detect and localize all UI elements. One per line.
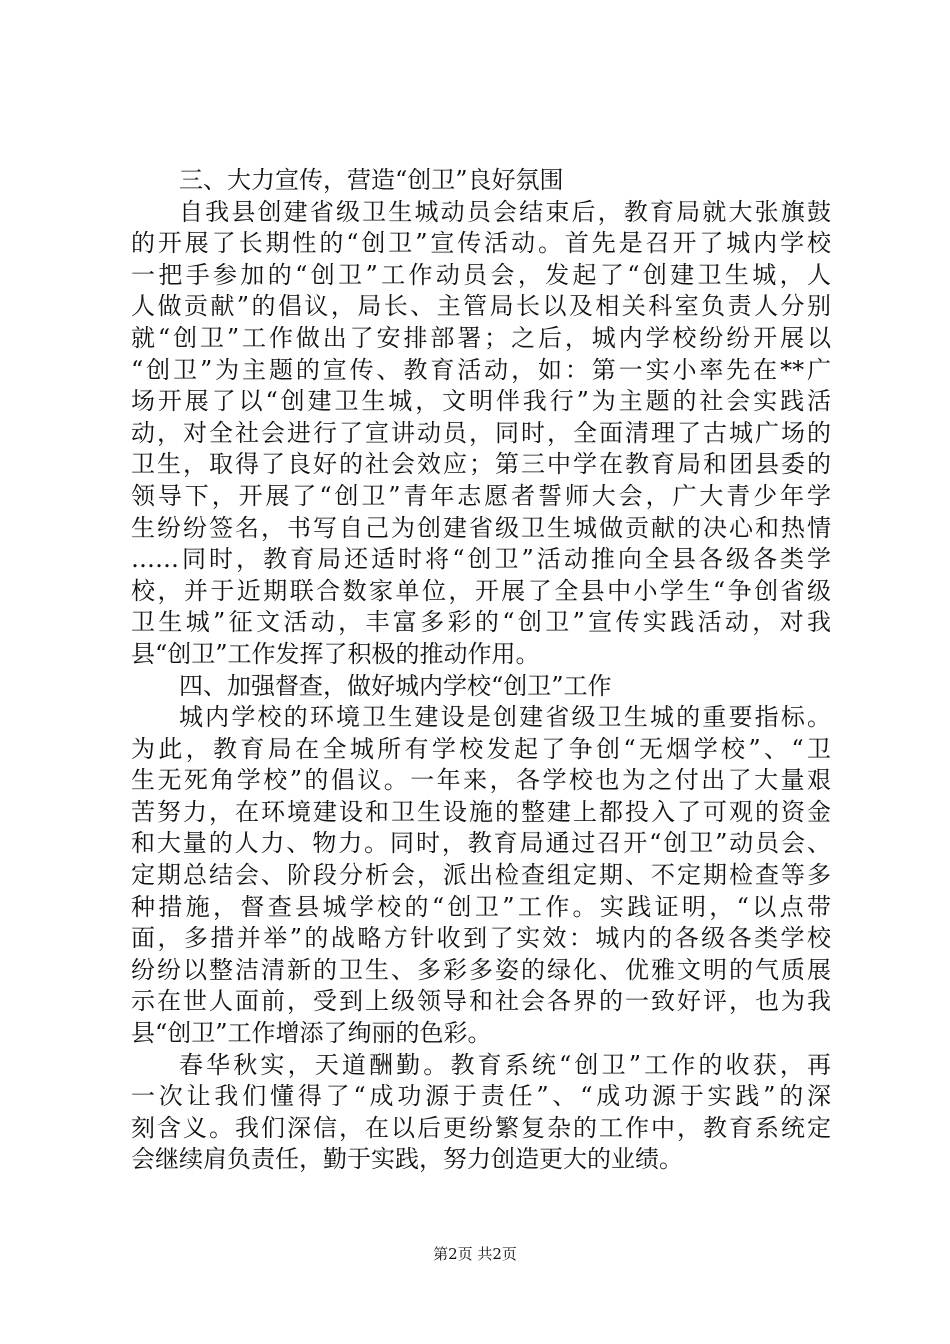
- paragraph-line: 动，对全社会进行了宣讲动员，同时，全面清理了古城广场的: [131, 418, 831, 447]
- paragraph-line: 卫生城”征文活动，丰富多彩的“创卫”宣传实践活动，对我: [131, 608, 831, 637]
- paragraph-line: 卫生，取得了良好的社会效应；第三中学在教育局和团县委的: [131, 450, 831, 479]
- paragraph-line: 示在世人面前，受到上级领导和社会各界的一致好评，也为我: [131, 987, 831, 1016]
- paragraph-line: 自我县创建省级卫生城动员会结束后，教育局就大张旗鼓: [179, 197, 831, 226]
- paragraph-line: 的开展了长期性的“创卫”宣传活动。首先是召开了城内学校: [131, 229, 831, 258]
- paragraph-line: 县“创卫”工作发挥了积极的推动作用。: [131, 639, 540, 668]
- paragraph-line: 刻含义。我们深信，在以后更纷繁复杂的工作中，教育系统定: [131, 1113, 831, 1142]
- paragraph-line: 面，多措并举”的战略方针收到了实效：城内的各级各类学校: [131, 924, 831, 953]
- paragraph-line: 领导下，开展了“创卫”青年志愿者誓师大会，广大青少年学: [131, 481, 831, 510]
- paragraph-line: 会继续肩负责任，勤于实践，努力创造更大的业绩。: [131, 1145, 683, 1174]
- paragraph-line: 种措施，督查县城学校的“创卫”工作。实践证明，“以点带: [131, 892, 831, 921]
- paragraph-line: 校，并于近期联合数家单位，开展了全县中小学生“争创省级: [131, 576, 831, 605]
- paragraph-line: 就“创卫”工作做出了安排部署；之后，城内学校纷纷开展以: [131, 323, 831, 352]
- section-heading-4: 四、加强督查，做好城内学校“创卫”工作: [179, 671, 612, 700]
- paragraph-line: 春华秋实，天道酬勤。教育系统“创卫”工作的收获，再: [179, 1050, 831, 1079]
- paragraph-line: “创卫”为主题的宣传、教育活动，如：第一实小率先在**广: [131, 355, 831, 384]
- paragraph-line: ……同时，教育局还适时将“创卫”活动推向全县各级各类学: [131, 545, 831, 574]
- page-number-footer: 第2页 共2页: [433, 1245, 517, 1263]
- paragraph-line: 城内学校的环境卫生建设是创建省级卫生城的重要指标。: [179, 703, 831, 732]
- paragraph-line: 县“创卫”工作增添了绚丽的色彩。: [131, 1019, 492, 1048]
- paragraph-line: 生纷纷签名，书写自己为创建省级卫生城做贡献的决心和热情: [131, 513, 831, 542]
- paragraph-line: 人做贡献”的倡议，局长、主管局长以及相关科室负责人分别: [131, 292, 831, 321]
- paragraph-line: 为此，教育局在全城所有学校发起了争创“无烟学校”、“卫: [131, 734, 831, 763]
- paragraph-line: 一次让我们懂得了“成功源于责任”、“成功源于实践”的深: [131, 1082, 831, 1111]
- paragraph-line: 生无死角学校”的倡议。一年来，各学校也为之付出了大量艰: [131, 766, 831, 795]
- paragraph-line: 纷纷以整洁清新的卫生、多彩多姿的绿化、优雅文明的气质展: [131, 955, 831, 984]
- paragraph-line: 定期总结会、阶段分析会，派出检查组定期、不定期检查等多: [131, 861, 831, 890]
- paragraph-line: 和大量的人力、物力。同时，教育局通过召开“创卫”动员会、: [131, 829, 831, 858]
- document-body: [131, 165, 831, 1176]
- paragraph-line: 一把手参加的“创卫”工作动员会，发起了“创建卫生城，人: [131, 260, 831, 289]
- paragraph-line: 苦努力，在环境建设和卫生设施的整建上都投入了可观的资金: [131, 797, 831, 826]
- paragraph-line: 场开展了以“创建卫生城，文明伴我行”为主题的社会实践活: [131, 387, 831, 416]
- section-heading-3: 三、大力宣传，营造“创卫”良好氛围: [179, 166, 564, 194]
